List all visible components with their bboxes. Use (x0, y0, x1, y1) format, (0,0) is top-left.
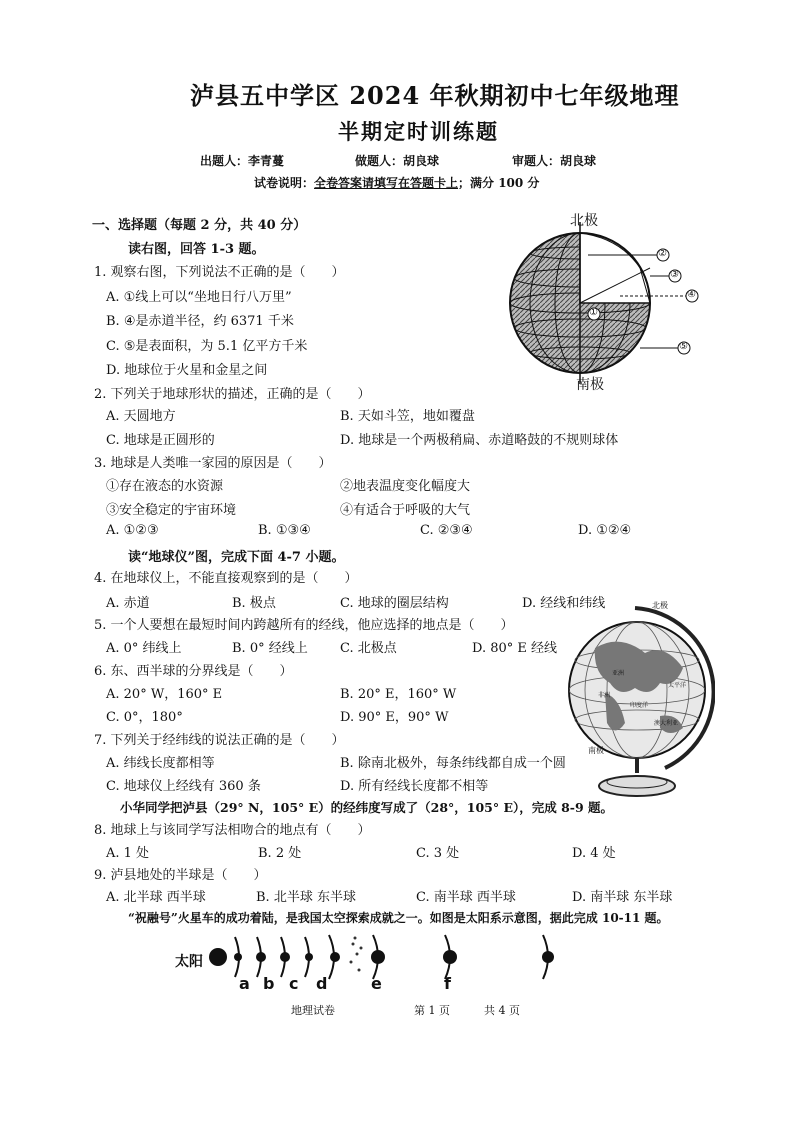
intro-10-11: “祝融号”火星车的成功着陆，是我国太空探索成就之一。如图是太阳系示意图，据此完成 10-11 题。 (128, 911, 669, 925)
planet-a-label: a (239, 974, 250, 993)
label-2: ② (658, 248, 667, 259)
q4-option-a: A. 赤道 (106, 596, 150, 611)
q5-option-d: D. 80° E 经线 (472, 641, 558, 656)
planet-d-label: d (316, 974, 328, 993)
q6-option-b: B. 20° E，160° W (340, 687, 457, 702)
globe2-australia-label: 澳大利亚 (654, 720, 679, 727)
label-3: ③ (670, 269, 679, 280)
q9-stem: 9. 泸县地处的半球是（ ） (94, 868, 267, 883)
q4-option-c: C. 地球的圈层结构 (340, 596, 449, 611)
globe2-indian-label: 印度洋 (630, 702, 649, 709)
q6-stem: 6. 东、西半球的分界线是（ ） (94, 664, 293, 679)
globe2-pacific-label: 太平洋 (668, 682, 687, 689)
footer-name: 地理试卷 (291, 1004, 335, 1017)
q1-option-c: C. ⑤是表面积，为 5.1 亿平方千米 (106, 339, 308, 354)
q2-option-b: B. 天如斗笠，地如覆盘 (340, 409, 475, 424)
page-title: 泸县五中学区 2024 年秋期初中七年级地理 (190, 81, 680, 110)
q3-option-a: A. ①②③ (106, 523, 159, 538)
q3-item-3: ③安全稳定的宇宙环境 (106, 503, 237, 518)
q9-option-c: C. 南半球 西半球 (416, 890, 516, 905)
note-underlined: 全卷答案请填写在答题卡上 (314, 176, 459, 190)
globe1-north-label: 北极 (570, 213, 598, 229)
q4-option-b: B. 极点 (232, 596, 276, 611)
globe2-asia-label: 亚洲 (612, 670, 625, 677)
q3-item-4: ④有适合于呼吸的大气 (340, 503, 471, 518)
q7-option-b: B. 除南北极外，每条纬线都自成一个圆 (340, 756, 566, 771)
footer-page: 第 1 页 (414, 1004, 450, 1017)
setter-label: 出题人：李青蔓 (200, 154, 285, 168)
note-suffix: ；满分 100 分 (458, 176, 540, 190)
solar-system-diagram (205, 932, 565, 992)
intro-4-7: 读“地球仪”图，完成下面 4-7 小题。 (128, 550, 345, 565)
q9-option-a: A. 北半球 西半球 (106, 890, 206, 905)
q7-stem: 7. 下列关于经纬线的说法正确的是（ ） (94, 733, 345, 748)
q3-option-c: C. ②③④ (420, 523, 473, 538)
q6-option-a: A. 20° W，160° E (106, 687, 223, 702)
q6-option-c: C. 0°，180° (106, 710, 183, 725)
solver-label: 做题人：胡良球 (355, 154, 440, 168)
intro-8-9: 小华同学把泸县（29° N，105° E）的经纬度写成了（28°，105° E），完成 8-9 题。 (120, 800, 614, 815)
planet-e-label: e (371, 974, 382, 993)
q1-option-a: A. ①线上可以“坐地日行八万里” (106, 290, 292, 305)
q5-option-c: C. 北极点 (340, 641, 397, 656)
globe2-north-label: 北极 (652, 601, 668, 610)
label-1: ① (589, 307, 598, 318)
q3-stem: 3. 地球是人类唯一家园的原因是（ ） (94, 456, 332, 471)
q2-stem: 2. 下列关于地球形状的描述，正确的是（ ） (94, 387, 371, 402)
q3-option-b: B. ①③④ (258, 523, 311, 538)
q7-option-c: C. 地球仪上经线有 360 条 (106, 779, 261, 794)
sun-label: 太阳 (175, 954, 203, 970)
q2-option-c: C. 地球是正圆形的 (106, 433, 215, 448)
q5-option-b: B. 0° 经线上 (232, 641, 308, 656)
q2-option-d: D. 地球是一个两极稍扁、赤道略鼓的不规则球体 (340, 433, 619, 448)
label-5: ⑤ (679, 341, 688, 352)
q7-option-d: D. 所有经线长度都不相等 (340, 779, 489, 794)
exam-note (254, 174, 539, 191)
page-subtitle: 半期定时训练题 (338, 119, 499, 144)
section-heading: 一、选择题（每题 2 分，共 40 分） (92, 218, 307, 233)
planet-c-label: c (289, 974, 299, 993)
q8-option-b: B. 2 处 (258, 846, 302, 861)
q8-option-c: C. 3 处 (416, 846, 460, 861)
reviewer-label: 审题人：胡良球 (512, 154, 597, 168)
q1-option-b: B. ④是赤道半径，约 6371 千米 (106, 314, 294, 329)
q3-option-d: D. ①②④ (578, 523, 632, 538)
q4-stem: 4. 在地球仪上，不能直接观察到的是（ ） (94, 571, 358, 586)
q3-item-1: ①存在液态的水资源 (106, 479, 224, 494)
q3-item-2: ②地表温度变化幅度大 (340, 479, 471, 494)
earth-diagram (500, 208, 710, 394)
q6-option-d: D. 90° E，90° W (340, 710, 449, 725)
q9-option-d: D. 南半球 东半球 (572, 890, 673, 905)
q8-stem: 8. 地球上与该同学写法相吻合的地点有（ ） (94, 823, 371, 838)
q1-stem: 1. 观察右图，下列说法不正确的是（ ） (94, 265, 345, 280)
q7-option-a: A. 纬线长度都相等 (106, 756, 215, 771)
q1-option-d: D. 地球位于火星和金星之间 (106, 363, 268, 378)
globe2-africa-label: 非洲 (598, 692, 611, 699)
q5-stem: 5. 一个人要想在最短时间内跨越所有的经线，他应选择的地点是（ ） (94, 618, 514, 633)
planet-f-label: f (444, 974, 451, 993)
footer-total: 共 4 页 (484, 1004, 520, 1017)
globe2-south-label: 南极 (588, 746, 604, 755)
section-intro: 读右图，回答 1-3 题。 (128, 242, 265, 257)
note-prefix: 试卷说明： (254, 176, 315, 190)
globe1-south-label: 南极 (576, 377, 604, 393)
planet-b-label: b (263, 974, 275, 993)
q4-option-d: D. 经线和纬线 (522, 596, 606, 611)
q8-option-a: A. 1 处 (106, 846, 150, 861)
q8-option-d: D. 4 处 (572, 846, 616, 861)
q9-option-b: B. 北半球 东半球 (256, 890, 356, 905)
q5-option-a: A. 0° 纬线上 (106, 641, 182, 656)
label-4: ④ (687, 289, 696, 300)
q2-option-a: A. 天圆地方 (106, 409, 176, 424)
